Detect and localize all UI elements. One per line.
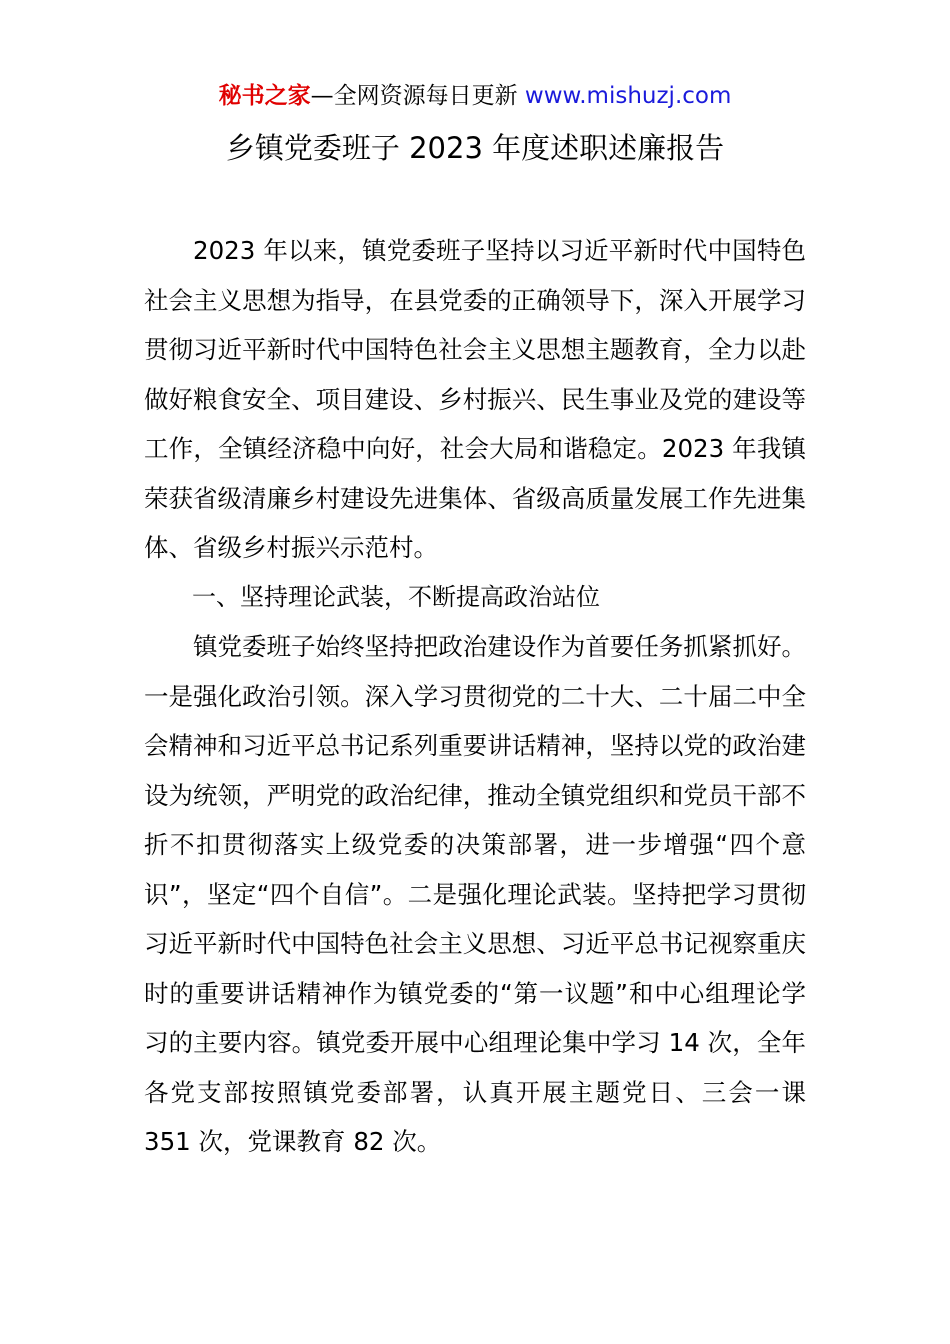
brand-name: 秘书之家: [218, 83, 311, 109]
header-slogan: —全网资源每日更新: [310, 83, 525, 109]
section-paragraph: 镇党委班子始终坚持把政治建设作为首要任务抓紧抓好。一是强化政治引领。深入学习贯彻党的二十大、二十届二中全会精神和习近平总书记系列重要讲话精神，坚持以党的政治建设为统领，严明党的政治纪律，推动全镇党组织和党员干部不折不扣贯彻落实上级党委的决策部署，进一步增强“四个意识”，坚定“四个自信”。二是强化理论武装。坚持把学习贯彻习近平新时代中国特色社会主义思想、习近平总书记视察重庆时的重要讲话精神作为镇党委的“第一议题”和中心组理论学习的主要内容。镇党委开展中心组理论集中学习 14 次，全年各党支部按照镇党委部署，认真开展主题党日、三会一课 351 次，党课教育 82 次。: [144, 632, 806, 1156]
document-title: 乡镇党委班子 2023 年度述职述廉报告: [225, 131, 725, 165]
intro-paragraph: 2023 年以来，镇党委班子坚持以习近平新时代中国特色社会主义思想为指导，在县党委的正确领导下，深入开展学习贯彻习近平新时代中国特色社会主义思想主题教育，全力以赴做好粮食安全、项目建设、乡村振兴、民生事业及党的建设等工作，全镇经济稳中向好，社会大局和谐稳定。2023 年我镇荣获省级清廉乡村建设先进集体、省级高质量发展工作先进集体、省级乡村振兴示范村。: [144, 236, 806, 562]
site-header: [0, 80, 950, 112]
document-body: [144, 226, 806, 1167]
site-url-link[interactable]: www.mishuzj.com: [524, 83, 732, 109]
section-heading: 一、坚持理论武装，不断提高政治站位: [192, 582, 600, 611]
